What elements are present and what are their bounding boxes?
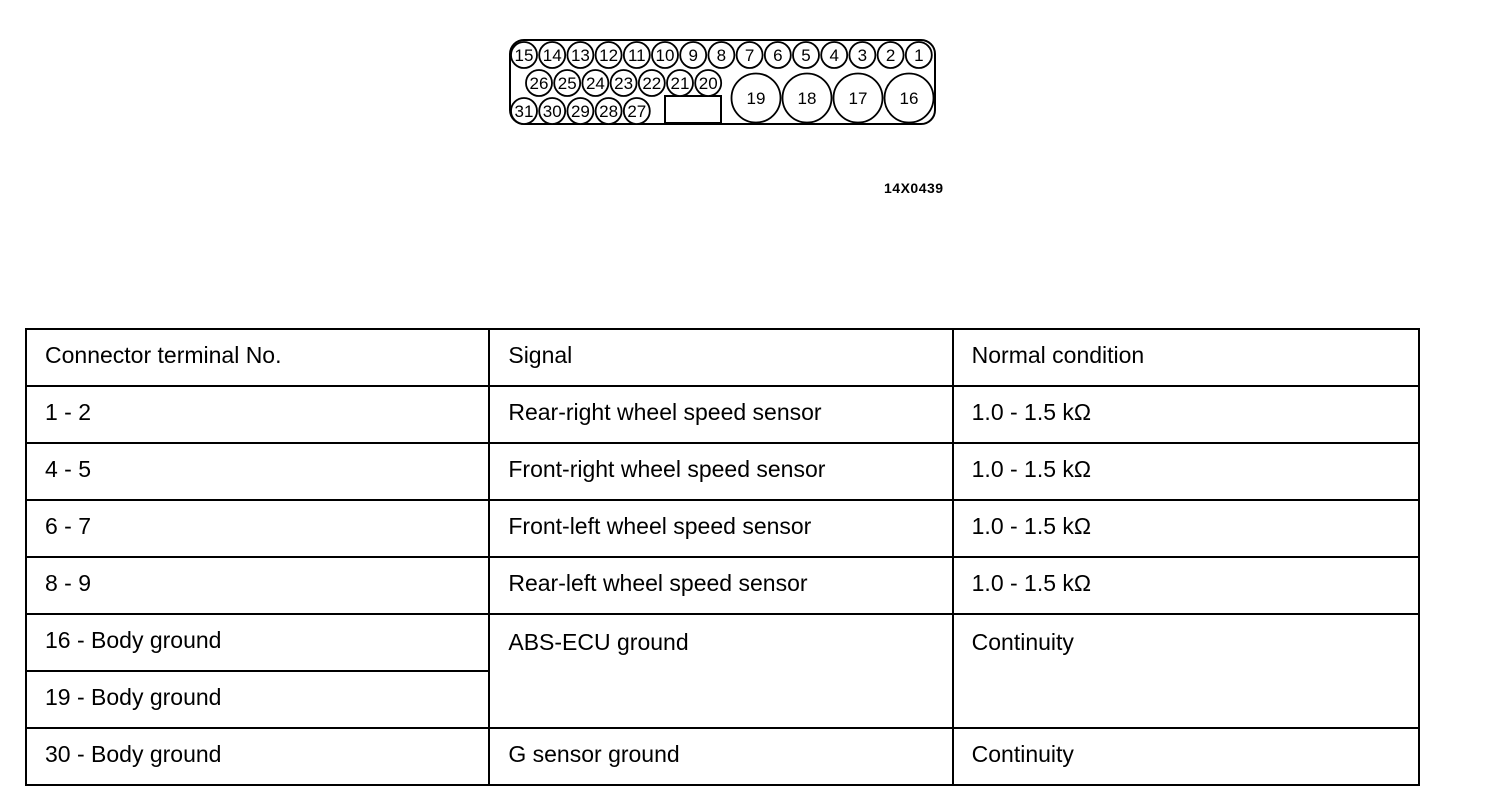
condition-cell: 1.0 - 1.5 kΩ (953, 386, 1419, 443)
terminal-label-8: 8 (716, 46, 727, 66)
table-row (26, 728, 1419, 785)
terminal-label-24: 24 (585, 74, 605, 94)
table-row (26, 443, 1419, 500)
terminal-cell: 1 - 2 (26, 386, 489, 443)
terminal-label-15: 15 (514, 46, 534, 66)
terminal-cell: 19 - Body ground (26, 671, 489, 728)
terminal-label-7: 7 (744, 46, 755, 66)
connector-key-slot (665, 96, 721, 123)
condition-cell-merged: Continuity (953, 614, 1419, 728)
terminal-cell: 4 - 5 (26, 443, 489, 500)
table-row (26, 614, 1419, 671)
terminal-cell: 16 - Body ground (26, 614, 489, 671)
signal-cell: G sensor ground (489, 728, 952, 785)
connector-diagram (0, 0, 1504, 140)
terminal-label-22: 22 (642, 74, 662, 94)
terminal-label-25: 25 (557, 74, 577, 94)
signal-cell: Front-left wheel speed sensor (489, 500, 952, 557)
terminal-label-10: 10 (655, 46, 675, 66)
terminal-label-29: 29 (570, 102, 590, 122)
terminal-cell: 6 - 7 (26, 500, 489, 557)
terminal-label-14: 14 (542, 46, 562, 66)
condition-cell: Continuity (953, 728, 1419, 785)
condition-cell: 1.0 - 1.5 kΩ (953, 500, 1419, 557)
terminal-label-27: 27 (627, 102, 647, 122)
terminal-label-13: 13 (570, 46, 590, 66)
terminal-label-16: 16 (899, 89, 919, 109)
header-terminal: Connector terminal No. (26, 329, 489, 386)
terminal-label-5: 5 (801, 46, 811, 66)
table-row (26, 386, 1419, 443)
terminal-label-11: 11 (627, 46, 646, 66)
terminal-label-21: 21 (670, 74, 690, 94)
terminal-label-6: 6 (773, 46, 783, 66)
table-row (26, 500, 1419, 557)
header-signal: Signal (489, 329, 952, 386)
terminal-label-1: 1 (914, 46, 924, 66)
terminal-label-31: 31 (514, 102, 534, 122)
table-header-row (26, 329, 1419, 386)
signal-cell: Front-right wheel speed sensor (489, 443, 952, 500)
condition-cell: 1.0 - 1.5 kΩ (953, 557, 1419, 614)
diagram-id-label: 14X0439 (884, 180, 944, 196)
terminal-label-17: 17 (848, 89, 868, 109)
header-condition: Normal condition (953, 329, 1419, 386)
terminal-label-30: 30 (542, 102, 562, 122)
terminal-label-9: 9 (688, 46, 698, 66)
terminal-label-23: 23 (614, 74, 634, 94)
terminal-label-28: 28 (599, 102, 619, 122)
terminal-label-2: 2 (885, 46, 896, 66)
signal-cell: Rear-left wheel speed sensor (489, 557, 952, 614)
terminal-label-4: 4 (829, 46, 839, 66)
terminal-cell: 8 - 9 (26, 557, 489, 614)
terminal-label-12: 12 (599, 46, 619, 66)
table-row (26, 557, 1419, 614)
terminal-label-18: 18 (797, 89, 817, 109)
terminal-label-26: 26 (529, 74, 549, 94)
signal-cell: Rear-right wheel speed sensor (489, 386, 952, 443)
condition-cell: 1.0 - 1.5 kΩ (953, 443, 1419, 500)
terminal-label-19: 19 (746, 89, 766, 109)
terminal-label-3: 3 (857, 46, 868, 66)
signal-cell-merged: ABS-ECU ground (489, 614, 952, 728)
terminal-spec-table (25, 328, 1420, 786)
terminal-cell: 30 - Body ground (26, 728, 489, 785)
terminal-label-20: 20 (698, 74, 718, 94)
